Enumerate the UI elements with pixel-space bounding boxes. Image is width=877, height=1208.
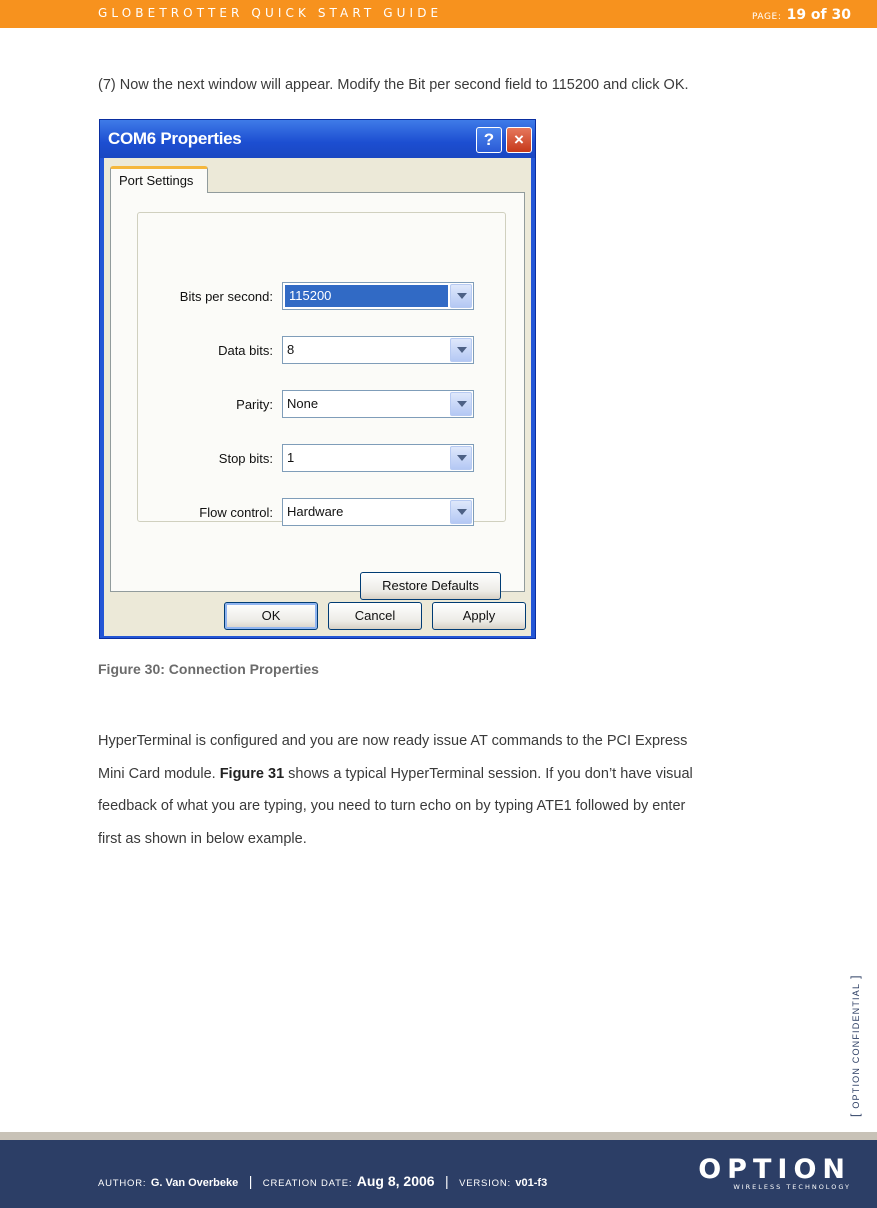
- chevron-down-icon[interactable]: [450, 446, 472, 470]
- help-button[interactable]: ?: [476, 127, 502, 153]
- ok-button[interactable]: OK: [224, 602, 318, 630]
- chevron-down-icon[interactable]: [450, 284, 472, 308]
- cancel-button[interactable]: Cancel: [328, 602, 422, 630]
- dialog-title: COM6 Properties: [108, 129, 242, 148]
- flow-control-label: Flow control:: [199, 505, 273, 520]
- parity-label: Parity:: [236, 397, 273, 412]
- step-instruction: (7) Now the next window will appear. Modify the Bit per second field to 115200 and click OK.: [98, 77, 689, 93]
- bits-per-second-select[interactable]: [282, 282, 474, 310]
- paragraph-line: feedback of what you are typing, you need to turn echo on by typing ATE1 followed by enter: [98, 798, 686, 815]
- bracket-open: [: [848, 1112, 862, 1117]
- page-value: 19 of 30: [786, 7, 851, 23]
- page-header: [0, 0, 877, 28]
- body-paragraph: [98, 725, 778, 856]
- data-bits-select[interactable]: [282, 336, 474, 364]
- close-button[interactable]: ×: [506, 127, 532, 153]
- confidential-text: OPTION CONFIDENTIAL: [851, 982, 861, 1109]
- bits-per-second-value: 115200: [289, 288, 332, 303]
- separator: |: [445, 1173, 449, 1189]
- creation-date-value: Aug 8, 2006: [356, 1173, 435, 1189]
- data-bits-value: 8: [287, 342, 295, 357]
- page-footer: [0, 1140, 877, 1208]
- parity-value: None: [287, 396, 319, 411]
- paragraph-text: Mini Card module.: [98, 765, 220, 782]
- stop-bits-label: Stop bits:: [218, 451, 273, 466]
- flow-control-select[interactable]: [282, 498, 474, 526]
- logo-tagline: WIRELESS TECHNOLOGY: [733, 1183, 851, 1191]
- apply-button[interactable]: Apply: [432, 602, 526, 630]
- tab-panel: [110, 192, 525, 592]
- page-number: [752, 4, 851, 23]
- guide-title: GLOBETROTTER QUICK START GUIDE: [98, 6, 443, 20]
- creation-date-label: CREATION DATE:: [262, 1178, 353, 1189]
- parity-select[interactable]: [282, 390, 474, 418]
- stop-bits-value: 1: [287, 450, 295, 465]
- stop-bits-select[interactable]: [282, 444, 474, 472]
- chevron-down-icon[interactable]: [450, 392, 472, 416]
- bits-per-second-label: Bits per second:: [179, 289, 273, 304]
- document-meta: [98, 1173, 547, 1191]
- paragraph-text: shows a typical HyperTerminal session. If you don’t have visual: [284, 765, 693, 782]
- paragraph-line: HyperTerminal is configured and you are now ready issue AT commands to the PCI Express: [98, 733, 688, 749]
- figure-reference: Figure 31: [219, 765, 285, 782]
- footer-divider: [0, 1132, 877, 1140]
- author-value: G. Van Overbeke: [150, 1177, 239, 1189]
- dialog-titlebar: [100, 120, 535, 158]
- paragraph-line: [98, 758, 778, 791]
- paragraph-line: first as shown in below example.: [98, 831, 307, 848]
- logo-wordmark: OPTION: [698, 1154, 851, 1185]
- bracket-close: ]: [848, 974, 862, 979]
- version-value: v01-f3: [515, 1177, 548, 1189]
- chevron-down-icon[interactable]: [450, 338, 472, 362]
- data-bits-label: Data bits:: [218, 343, 273, 358]
- com-properties-dialog: [99, 119, 536, 639]
- separator: |: [248, 1173, 253, 1189]
- version-label: VERSION:: [459, 1178, 511, 1189]
- page-label: PAGE:: [751, 12, 782, 22]
- confidential-label: [848, 975, 862, 1118]
- figure-caption: Figure 30: Connection Properties: [98, 661, 319, 677]
- flow-control-value: Hardware: [287, 504, 344, 519]
- author-label: AUTHOR:: [98, 1178, 147, 1189]
- chevron-down-icon[interactable]: [450, 500, 472, 524]
- option-logo: [695, 1154, 851, 1191]
- tab-port-settings[interactable]: Port Settings: [110, 166, 208, 193]
- restore-defaults-button[interactable]: Restore Defaults: [360, 572, 501, 600]
- settings-group: [137, 212, 506, 522]
- dialog-client-area: [104, 158, 531, 636]
